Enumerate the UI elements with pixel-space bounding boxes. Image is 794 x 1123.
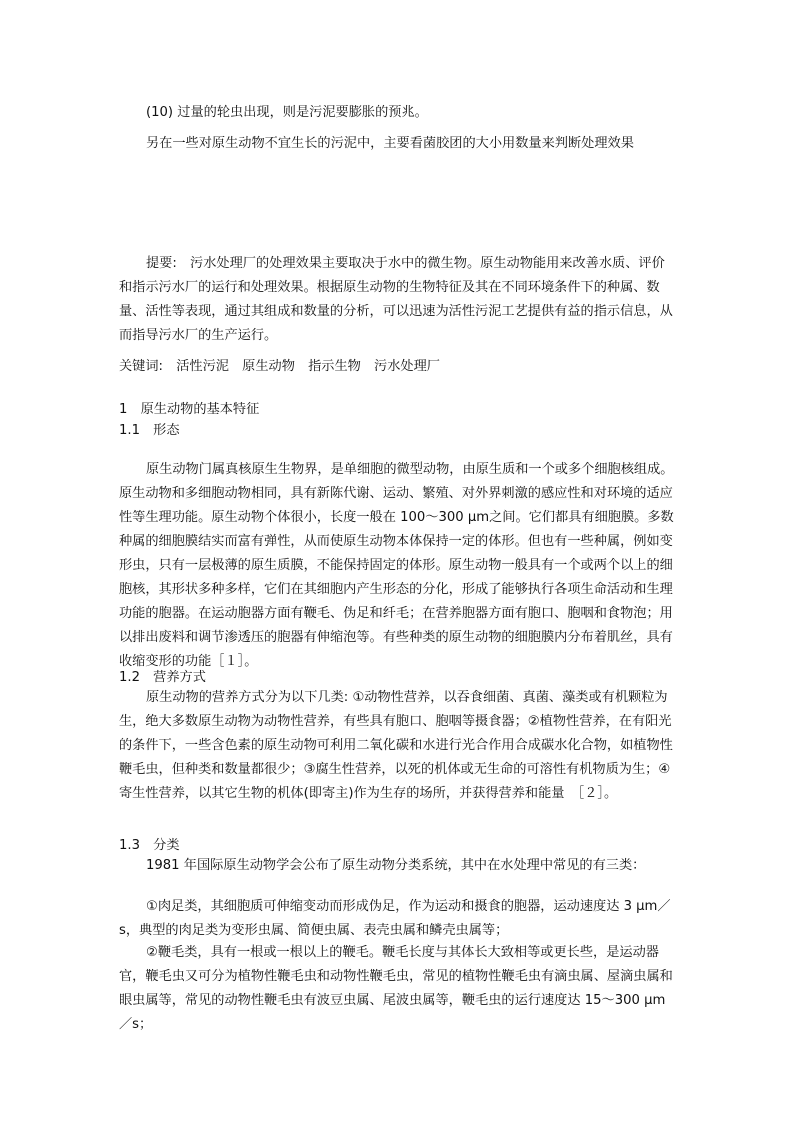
- morphology-paragraph: 原生动物门属真核原生生物界，是单细胞的微型动物，由原生质和一个或多个细胞核组成。原生动物和多细胞动物相同，具有新陈代谢、运动、繁殖、对外界刺激的感应性和对环境的适应性等生理功能。原生动物个体很小，长度一般在 100～300 μm之间。它们都具有细胞膜。多数种属的细胞膜结实而富有弹性，从而使原生动物本体保持一定的体形。但也有一些种属，例如变形虫，只有一层极薄的原生质膜，不能保持固定的体形。原生动物一般具有一个或两个以上的细胞核，其形状多种多样，它们在其细胞内产生形态的分化，形成了能够执行各项生命活动和生理功能的胞器。在运动胞器方面有鞭毛、伪足和纤毛；在营养胞器方面有胞口、胞咽和食物泡；用以排出废料和调节渗透压的胞器有伸缩泡等。有些种类的原生动物的细胞膜内分布着肌丝，具有收缩变形的功能［１］。: [119, 462, 674, 669]
- section-1-1-heading: 1.1 形态: [119, 423, 180, 438]
- section-1-3-heading: 1.3 分类: [119, 838, 180, 853]
- section-1-2-heading: 1.2 营养方式: [119, 670, 206, 685]
- keywords-line: 关键词: 活性污泥 原生动物 指示生物 污水处理厂: [119, 359, 440, 374]
- nutrition-paragraph: 原生动物的营养方式分为以下几类: ①动物性营养，以吞食细菌、真菌、藻类或有机颗粒为生，绝大多数原生动物为动物性营养，有些具有胞口、胞咽等摄食器；②植物性营养，在有阳光的条件下，一些含色素的原生动物可利用二氧化碳和水进行光合作用合成碳水化合物，如植物性鞭毛虫，但种类和数量都很少；③腐生性营养，以死的机体或无生命的可溶性有机物质为生；④寄生性营养，以其它生物的机体(即寄主)作为生存的场所，并获得营养和能量 ［２］。: [119, 690, 673, 801]
- rotifer-note-paragraph: (10) 过量的轮虫出现，则是污泥要膨胀的预兆。: [146, 105, 428, 120]
- flagellates-paragraph: ②鞭毛类，具有一根或一根以上的鞭毛。鞭毛长度与其体长大致相等或更长些，是运动器官，鞭毛虫又可分为植物性鞭毛虫和动物性鞭毛虫，常见的植物性鞭毛虫有滴虫属、屋滴虫属和眼虫属等，常见的动物性鞭毛虫有波豆虫属、尾波虫属等，鞭毛虫的运行速度达 15～300 μm／s；: [119, 945, 673, 1032]
- classification-intro-paragraph: 1981 年国际原生动物学会公布了原生动物分类系统，其中在水处理中常见的有三类：: [146, 858, 646, 873]
- bacteria-note-paragraph: 另在一些对原生动物不宜生长的污泥中，主要看菌胶团的大小用数量来判断处理效果: [146, 136, 634, 151]
- section-1-heading: 1 原生动物的基本特征: [119, 402, 260, 417]
- sarcodina-paragraph: ①肉足类，其细胞质可伸缩变动而形成伪足，作为运动和摄食的胞器，运动速度达 3 μm／s，典型的肉足类为变形虫属、简便虫属、表壳虫属和鳞壳虫属等；: [119, 899, 671, 938]
- abstract-paragraph: 提要: 污水处理厂的处理效果主要取决于水中的微生物。原生动物能用来改善水质、评价和指示污水厂的运行和处理效果。根据原生动物的生物特征及其在不同环境条件下的种属、数量、活性等表现，通过其组成和数量的分析，可以迅速为活性污泥工艺提供有益的指示信息，从而指导污水厂的生产运行。: [119, 256, 673, 343]
